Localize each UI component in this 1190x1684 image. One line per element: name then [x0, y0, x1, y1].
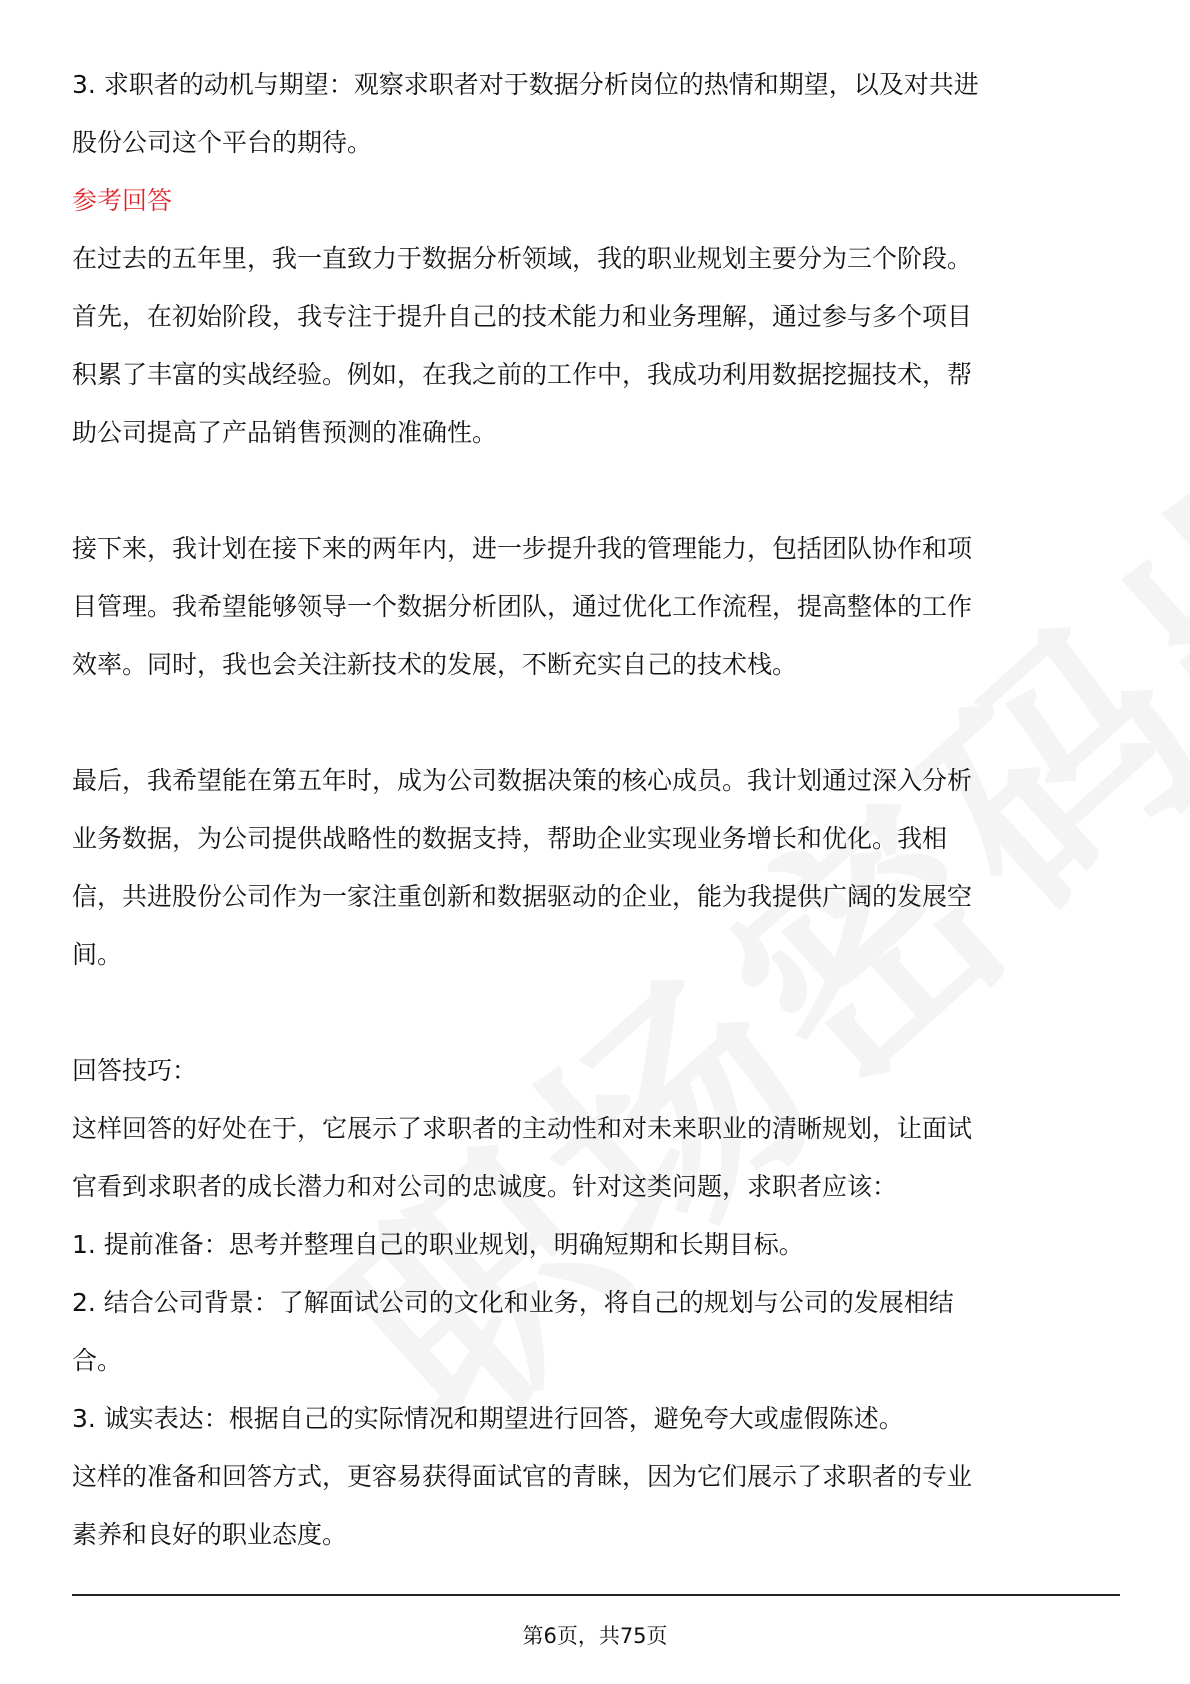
page-number: 第6页，共75页 [522, 1624, 668, 1648]
tips-heading: 回答技巧： [72, 1056, 198, 1085]
text-line: 官看到求职者的成长潜力和对公司的忠诚度。针对这类问题，求职者应该： [72, 1172, 898, 1201]
text-line: 股份公司这个平台的期待。 [72, 128, 373, 157]
text-line: 合。 [72, 1346, 123, 1375]
text-line: 目管理。我希望能够领导一个数据分析团队，通过优化工作流程，提高整体的工作 [72, 592, 973, 621]
text-line: 3. 求职者的动机与期望：观察求职者对于数据分析岗位的热情和期望，以及对共进 [72, 70, 979, 99]
text-line: 最后，我希望能在第五年时，成为公司数据决策的核心成员。我计划通过深入分析 [72, 766, 973, 795]
text-line: 信，共进股份公司作为一家注重创新和数据驱动的企业，能为我提供广阔的发展空 [72, 882, 973, 911]
document-body [72, 56, 1120, 1564]
text-line: 在过去的五年里，我一直致力于数据分析领域，我的职业规划主要分为三个阶段。 [72, 244, 973, 273]
text-line: 效率。同时，我也会关注新技术的发展，不断充实自己的技术栈。 [72, 650, 798, 679]
paragraph-gap [72, 462, 1120, 520]
text-line: 间。 [72, 940, 123, 969]
reference-answer-heading: 参考回答 [72, 186, 173, 215]
paragraph-gap [72, 984, 1120, 1042]
text-line: 素养和良好的职业态度。 [72, 1520, 348, 1549]
text-line: 这样的准备和回答方式，更容易获得面试官的青睐，因为它们展示了求职者的专业 [72, 1462, 973, 1491]
text-line: 业务数据，为公司提供战略性的数据支持，帮助企业实现业务增长和优化。我相 [72, 824, 948, 853]
paragraph-gap [72, 694, 1120, 752]
text-line: 助公司提高了产品销售预测的准确性。 [72, 418, 498, 447]
list-item: 3. 诚实表达：根据自己的实际情况和期望进行回答，避免夸大或虚假陈述。 [72, 1404, 904, 1433]
footer-divider [72, 1594, 1120, 1596]
text-line: 接下来，我计划在接下来的两年内，进一步提升我的管理能力，包括团队协作和项 [72, 534, 973, 563]
list-item: 1. 提前准备：思考并整理自己的职业规划，明确短期和长期目标。 [72, 1230, 804, 1259]
text-line: 这样回答的好处在于，它展示了求职者的主动性和对未来职业的清晰规划，让面试 [72, 1114, 973, 1143]
list-item: 2. 结合公司背景：了解面试公司的文化和业务，将自己的规划与公司的发展相结 [72, 1288, 954, 1317]
text-line: 积累了丰富的实战经验。例如，在我之前的工作中，我成功利用数据挖掘技术，帮 [72, 360, 973, 389]
text-line: 首先，在初始阶段，我专注于提升自己的技术能力和业务理解，通过参与多个项目 [72, 302, 973, 331]
